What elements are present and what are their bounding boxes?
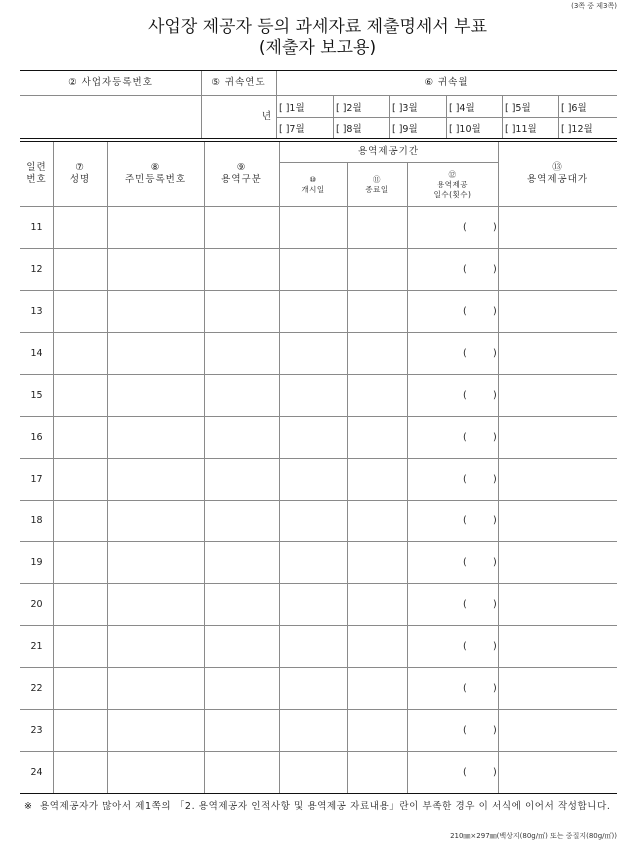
row-number: 23 bbox=[30, 724, 43, 736]
month-checkbox-10[interactable]: [ ]10월 bbox=[449, 123, 481, 135]
table-bottom-border bbox=[20, 793, 617, 794]
month-checkbox-5[interactable]: [ ]5월 bbox=[505, 102, 531, 114]
row-field-days[interactable] bbox=[408, 375, 498, 416]
header-end-date-number: ⑪ bbox=[373, 174, 381, 184]
row-field-days[interactable] bbox=[408, 501, 498, 541]
row-field-days[interactable] bbox=[408, 417, 498, 458]
days-count-close-paren: ) bbox=[493, 431, 497, 443]
days-count-open-paren: ( bbox=[463, 389, 467, 401]
row-field-start[interactable] bbox=[280, 291, 347, 332]
header-service-amount-number: ⑬ bbox=[552, 162, 563, 173]
row-number: 17 bbox=[30, 473, 43, 485]
row-field-rrn[interactable] bbox=[108, 710, 204, 751]
month-checkbox-4[interactable]: [ ]4월 bbox=[449, 102, 475, 114]
row-field-name[interactable] bbox=[54, 501, 107, 541]
days-count-close-paren: ) bbox=[493, 598, 497, 610]
row-field-amount[interactable] bbox=[499, 501, 617, 541]
row-field-amount[interactable] bbox=[499, 417, 617, 458]
month-checkbox-12[interactable]: [ ]12월 bbox=[561, 123, 593, 135]
month-checkbox-7[interactable]: [ ]7월 bbox=[279, 123, 305, 135]
row-field-days[interactable] bbox=[408, 542, 498, 583]
row-field-rrn[interactable] bbox=[108, 752, 204, 793]
days-count-close-paren: ) bbox=[493, 473, 497, 485]
header-service-type-label: 용역구분 bbox=[221, 174, 262, 185]
header-service-type bbox=[204, 142, 279, 206]
row-field-end[interactable] bbox=[348, 752, 407, 793]
note-mark: ※ bbox=[24, 801, 33, 812]
row-field-start[interactable] bbox=[280, 626, 347, 667]
note-text: 용역제공자가 많아서 제1쪽의 「2. 용역제공자 인적사항 및 용역제공 자료내용」란이 부족한 경우 이 서식에 이어서 작성합니다. bbox=[40, 801, 611, 812]
header-end-date bbox=[347, 163, 407, 206]
row-number: 15 bbox=[30, 389, 43, 401]
row-field-rrn[interactable] bbox=[108, 207, 204, 248]
row-field-rrn[interactable] bbox=[108, 291, 204, 332]
row-field-end[interactable] bbox=[348, 542, 407, 583]
row-field-rrn[interactable] bbox=[108, 333, 204, 374]
row-field-start[interactable] bbox=[280, 752, 347, 793]
header-start-date-number: ⑩ bbox=[309, 174, 317, 184]
row-field-end[interactable] bbox=[348, 249, 407, 290]
row-field-amount[interactable] bbox=[499, 626, 617, 667]
row-field-days[interactable] bbox=[408, 584, 498, 625]
month-checkbox-6[interactable]: [ ]6월 bbox=[561, 102, 587, 114]
row-field-end[interactable] bbox=[348, 375, 407, 416]
header-service-days bbox=[407, 163, 498, 206]
year-suffix: 년 bbox=[261, 111, 272, 122]
row-number: 14 bbox=[30, 347, 43, 359]
row-field-name[interactable] bbox=[54, 752, 107, 793]
days-count-open-paren: ( bbox=[463, 347, 467, 359]
title-line-2: (제출자 보고용) bbox=[258, 38, 377, 58]
row-field-end[interactable] bbox=[348, 207, 407, 248]
row-field-days[interactable] bbox=[408, 207, 498, 248]
row-field-end[interactable] bbox=[348, 710, 407, 751]
row-field-rrn[interactable] bbox=[108, 375, 204, 416]
row-field-service-type[interactable] bbox=[205, 333, 279, 374]
header-rrn-label: 주민등록번호 bbox=[124, 174, 187, 185]
month-checkbox-8[interactable]: [ ]8월 bbox=[336, 123, 362, 135]
row-number: 22 bbox=[30, 682, 43, 694]
row-field-service-type[interactable] bbox=[205, 501, 279, 541]
row-field-end[interactable] bbox=[348, 459, 407, 500]
header-seq-no-line2: 번호 bbox=[26, 174, 47, 185]
days-count-open-paren: ( bbox=[463, 598, 467, 610]
row-field-start[interactable] bbox=[280, 501, 347, 541]
days-count-open-paren: ( bbox=[463, 766, 467, 778]
row-field-days[interactable] bbox=[408, 291, 498, 332]
header-service-days-line2: 일수(횟수) bbox=[433, 189, 472, 199]
row-field-service-type[interactable] bbox=[205, 668, 279, 709]
days-count-close-paren: ) bbox=[493, 305, 497, 317]
days-count-open-paren: ( bbox=[463, 556, 467, 568]
row-field-name[interactable] bbox=[54, 459, 107, 500]
row-field-service-type[interactable] bbox=[205, 375, 279, 416]
business-registration-number-field[interactable] bbox=[21, 96, 200, 138]
row-field-rrn[interactable] bbox=[108, 501, 204, 541]
row-field-rrn[interactable] bbox=[108, 417, 204, 458]
header-start-date-label: 개시일 bbox=[301, 184, 325, 194]
header-service-days-line1: 용역제공 bbox=[437, 179, 468, 189]
row-field-service-type[interactable] bbox=[205, 249, 279, 290]
month-checkbox-2[interactable]: [ ]2월 bbox=[336, 102, 362, 114]
row-field-end[interactable] bbox=[348, 584, 407, 625]
header-name-label: 성명 bbox=[69, 174, 91, 185]
row-field-service-type[interactable] bbox=[205, 291, 279, 332]
row-field-start[interactable] bbox=[280, 249, 347, 290]
business-registration-number-label: ② 사업자등록번호 bbox=[68, 77, 153, 88]
row-field-start[interactable] bbox=[280, 459, 347, 500]
row-field-service-type[interactable] bbox=[205, 207, 279, 248]
month-checkbox-3[interactable]: [ ]3월 bbox=[392, 102, 418, 114]
header-service-type-number: ⑨ bbox=[236, 162, 247, 173]
row-field-days[interactable] bbox=[408, 333, 498, 374]
row-field-name[interactable] bbox=[54, 417, 107, 458]
row-field-amount[interactable] bbox=[499, 333, 617, 374]
row-number: 12 bbox=[30, 263, 43, 275]
row-field-name[interactable] bbox=[54, 668, 107, 709]
days-count-open-paren: ( bbox=[463, 515, 467, 526]
days-count-close-paren: ) bbox=[493, 766, 497, 778]
row-field-name[interactable] bbox=[54, 375, 107, 416]
row-field-end[interactable] bbox=[348, 333, 407, 374]
header-seq-no-line1: 일련 bbox=[26, 162, 47, 173]
header-end-date-label: 종료일 bbox=[365, 184, 389, 194]
row-field-rrn[interactable] bbox=[108, 459, 204, 500]
row-field-days[interactable] bbox=[408, 710, 498, 751]
row-field-amount[interactable] bbox=[499, 249, 617, 290]
header-seq-no bbox=[20, 142, 53, 206]
row-field-name[interactable] bbox=[54, 710, 107, 751]
header-start-date bbox=[279, 163, 347, 206]
days-count-close-paren: ) bbox=[493, 515, 497, 526]
days-count-close-paren: ) bbox=[493, 682, 497, 694]
row-field-amount[interactable] bbox=[499, 207, 617, 248]
attribution-year-field[interactable] bbox=[202, 96, 275, 138]
row-field-rrn[interactable] bbox=[108, 249, 204, 290]
row-field-start[interactable] bbox=[280, 207, 347, 248]
row-field-days[interactable] bbox=[408, 752, 498, 793]
row-field-end[interactable] bbox=[348, 501, 407, 541]
days-count-close-paren: ) bbox=[493, 389, 497, 401]
row-field-start[interactable] bbox=[280, 417, 347, 458]
row-field-days[interactable] bbox=[408, 668, 498, 709]
header-name bbox=[53, 142, 107, 206]
header-service-amount bbox=[498, 142, 617, 206]
row-field-start[interactable] bbox=[280, 668, 347, 709]
row-field-amount[interactable] bbox=[499, 584, 617, 625]
row-field-amount[interactable] bbox=[499, 291, 617, 332]
row-field-name[interactable] bbox=[54, 249, 107, 290]
days-count-close-paren: ) bbox=[493, 724, 497, 736]
row-field-start[interactable] bbox=[280, 333, 347, 374]
row-field-end[interactable] bbox=[348, 291, 407, 332]
row-field-amount[interactable] bbox=[499, 668, 617, 709]
row-field-start[interactable] bbox=[280, 375, 347, 416]
row-number: 24 bbox=[30, 766, 43, 778]
row-number: 13 bbox=[30, 305, 43, 317]
row-number: 19 bbox=[30, 556, 43, 568]
row-number: 11 bbox=[30, 221, 43, 233]
row-field-amount[interactable] bbox=[499, 710, 617, 751]
row-field-rrn[interactable] bbox=[108, 626, 204, 667]
row-field-service-type[interactable] bbox=[205, 459, 279, 500]
row-field-service-type[interactable] bbox=[205, 752, 279, 793]
row-field-start[interactable] bbox=[280, 710, 347, 751]
days-count-open-paren: ( bbox=[463, 263, 467, 275]
title-line-1: 사업장 제공자 등의 과세자료 제출명세서 부표 bbox=[147, 17, 488, 37]
row-field-name[interactable] bbox=[54, 291, 107, 332]
days-count-close-paren: ) bbox=[493, 556, 497, 568]
days-count-close-paren: ) bbox=[493, 221, 497, 233]
month-checkbox-9[interactable]: [ ]9월 bbox=[392, 123, 418, 135]
row-field-end[interactable] bbox=[348, 626, 407, 667]
row-field-name[interactable] bbox=[54, 333, 107, 374]
row-field-name[interactable] bbox=[54, 626, 107, 667]
row-field-end[interactable] bbox=[348, 417, 407, 458]
header-service-period: 용역제공기간 bbox=[357, 146, 420, 157]
row-field-name[interactable] bbox=[54, 542, 107, 583]
top-section-bottom-border bbox=[20, 138, 617, 139]
row-field-rrn[interactable] bbox=[108, 668, 204, 709]
row-field-end[interactable] bbox=[348, 668, 407, 709]
row-number: 20 bbox=[30, 598, 43, 610]
row-field-amount[interactable] bbox=[499, 459, 617, 500]
page-indicator: (3쪽 중 제3쪽) bbox=[571, 2, 617, 10]
row-field-days[interactable] bbox=[408, 626, 498, 667]
row-field-start[interactable] bbox=[280, 584, 347, 625]
row-field-service-type[interactable] bbox=[205, 417, 279, 458]
row-field-name[interactable] bbox=[54, 584, 107, 625]
row-field-days[interactable] bbox=[408, 249, 498, 290]
row-field-service-type[interactable] bbox=[205, 584, 279, 625]
header-rrn-number: ⑧ bbox=[150, 162, 161, 173]
row-number: 21 bbox=[30, 640, 43, 652]
row-number: 16 bbox=[30, 431, 43, 443]
row-field-name[interactable] bbox=[54, 207, 107, 248]
days-count-open-paren: ( bbox=[463, 724, 467, 736]
days-count-open-paren: ( bbox=[463, 473, 467, 485]
days-count-open-paren: ( bbox=[463, 305, 467, 317]
days-count-close-paren: ) bbox=[493, 263, 497, 275]
row-field-days[interactable] bbox=[408, 459, 498, 500]
row-field-rrn[interactable] bbox=[108, 542, 204, 583]
attribution-month-label: ⑥ 귀속월 bbox=[424, 77, 469, 88]
row-field-amount[interactable] bbox=[499, 752, 617, 793]
header-resident-registration-number bbox=[107, 142, 204, 206]
row-number: 18 bbox=[30, 515, 43, 526]
header-name-number: ⑦ bbox=[75, 162, 85, 173]
days-count-close-paren: ) bbox=[493, 640, 497, 652]
days-count-open-paren: ( bbox=[463, 682, 467, 694]
attribution-year-label: ⑤ 귀속연도 bbox=[211, 77, 266, 88]
footnote bbox=[24, 800, 624, 813]
page-title bbox=[0, 17, 635, 59]
month-checkbox-1[interactable]: [ ]1월 bbox=[279, 102, 305, 114]
days-count-open-paren: ( bbox=[463, 431, 467, 443]
header-service-days-number: ⑫ bbox=[448, 169, 457, 179]
row-field-rrn[interactable] bbox=[108, 584, 204, 625]
row-field-amount[interactable] bbox=[499, 375, 617, 416]
days-count-open-paren: ( bbox=[463, 221, 467, 233]
row-field-start[interactable] bbox=[280, 542, 347, 583]
row-field-amount[interactable] bbox=[499, 542, 617, 583]
days-count-close-paren: ) bbox=[493, 347, 497, 359]
days-count-open-paren: ( bbox=[463, 640, 467, 652]
row-field-service-type[interactable] bbox=[205, 542, 279, 583]
paper-spec: 210㎜×297㎜(백상지(80g/㎡) 또는 중질지(80g/㎡)) bbox=[450, 832, 617, 840]
header-service-amount-label: 용역제공대가 bbox=[526, 174, 589, 185]
row-field-service-type[interactable] bbox=[205, 626, 279, 667]
row-field-service-type[interactable] bbox=[205, 710, 279, 751]
month-checkbox-11[interactable]: [ ]11월 bbox=[505, 123, 537, 135]
